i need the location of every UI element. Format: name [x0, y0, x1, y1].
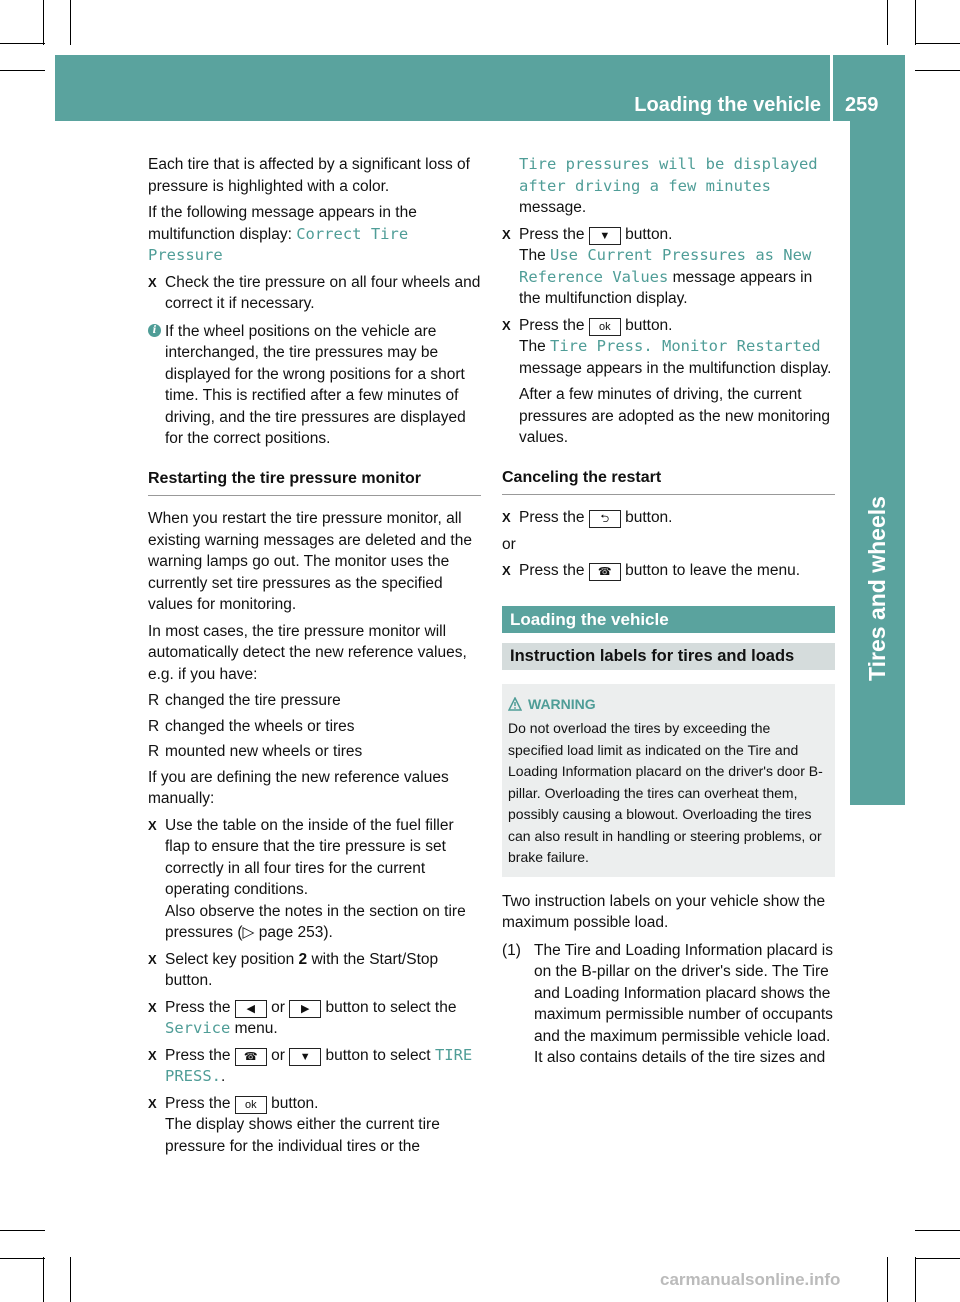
text: button to select [321, 1046, 435, 1064]
page-number: 259 [845, 94, 879, 116]
step-note: After a few minutes of driving, the current pressures are adopted as the new monitoring values. [519, 386, 831, 446]
text: Select key position [165, 950, 299, 968]
crop-mark [70, 1257, 71, 1302]
instruction-step [148, 272, 481, 315]
left-arrow-key-icon: ◀ [235, 1000, 267, 1018]
instruction-step [148, 997, 481, 1040]
section-heading: Restarting the tire pressure monitor [148, 468, 481, 497]
right-column [502, 154, 835, 1069]
item-number: (1) [502, 941, 521, 959]
text: If the following message appears in the multifunction display: [148, 204, 417, 243]
text: or [266, 998, 290, 1016]
crop-mark [915, 0, 916, 45]
continued-step [502, 154, 835, 219]
list-item-text: changed the tire pressure [165, 692, 341, 709]
text: menu. [230, 1020, 278, 1037]
display-message: Tire Press. Monitor Restarted [550, 337, 821, 355]
info-note [148, 321, 481, 450]
info-icon: i [148, 324, 161, 337]
or-text: or [502, 535, 516, 553]
text: button. [620, 509, 673, 526]
text: button. [620, 316, 673, 334]
warning-text: Do not overload the tires by exceeding the specified load limit as indicated on the Tire and Loading Information placard on the driver's door B-pillar. Overloading the tires can overheat them, possibly causing a blowout. Overloading the tires can also result in handling or steering problems, or brake failure. [508, 720, 823, 865]
text: with the Start/Stop button. [165, 950, 439, 989]
list-item-text: mounted new wheels or tires [165, 743, 363, 760]
bullet-icon: R [148, 743, 160, 760]
instruction-step [148, 1093, 481, 1158]
text: Press the [519, 562, 589, 579]
side-tab [850, 121, 905, 733]
down-arrow-key-icon: ▼ [589, 227, 621, 245]
phone-key-icon: ☎ [235, 1048, 267, 1066]
text: Press the [519, 509, 589, 526]
step-note: Also observe the notes in the section on tire pressures (▷ page 253). [165, 902, 466, 941]
step-arrow-icon: X [148, 274, 157, 290]
numbered-item [502, 940, 835, 1069]
crop-mark [0, 1230, 45, 1231]
crop-mark [43, 1257, 44, 1302]
text: Press the [165, 1094, 235, 1112]
crop-mark [0, 43, 45, 44]
instruction-step [148, 1045, 481, 1088]
crop-mark [887, 0, 888, 45]
side-tab-marker [850, 733, 905, 805]
key-position: 2 [298, 950, 308, 968]
text: button. [266, 1094, 319, 1112]
step-arrow-icon: X [148, 999, 157, 1015]
paragraph [148, 202, 481, 267]
crop-mark [915, 1230, 960, 1231]
display-message: Correct Tire Pressure [148, 224, 409, 264]
step-arrow-icon: X [148, 817, 157, 833]
paragraph: Two instruction labels on your vehicle show the maximum possible load. [502, 892, 826, 931]
bullet-icon: R [148, 692, 160, 709]
warning-title: WARNING [528, 695, 596, 712]
list-item-text: changed the wheels or tires [165, 717, 355, 735]
step-arrow-icon: X [148, 1047, 157, 1063]
phone-key-icon: ☎ [589, 563, 621, 581]
instruction-step [502, 560, 835, 582]
text: button to leave the menu. [620, 562, 801, 579]
info-text: If the wheel positions on the vehicle are interchanged, the tire pressures may be displayed for the wrong positions for a short time. This is rectified after a few minutes of driving, and the tire pressures are displayed for the correct positions. [165, 322, 466, 447]
paragraph: If you are defining the new reference values manually: [148, 768, 449, 807]
crop-mark [0, 70, 45, 71]
side-tab-label: Tires and wheels [864, 496, 890, 681]
step-text: The display shows either the current tire pressure for the individual tires or the [165, 1116, 440, 1155]
text: Press the [165, 1046, 235, 1064]
warning-box [502, 684, 835, 877]
text: button. [620, 225, 673, 243]
paragraph: Each tire that is affected by a significant loss of pressure is highlighted with a color. [148, 156, 470, 195]
instruction-step [148, 949, 481, 992]
warning-header [508, 694, 829, 716]
step-text: Use the table on the inside of the fuel filler flap to ensure that the tire pressure is set correctly in all four tires for the current operating conditions. [165, 816, 454, 898]
menu-name: Service [165, 1019, 231, 1037]
crop-mark [915, 1257, 916, 1302]
right-arrow-key-icon: ▶ [289, 1000, 321, 1018]
crop-mark [0, 1258, 45, 1259]
watermark: carmanualsonline.info [660, 1270, 841, 1289]
paragraph: When you restart the tire pressure monitor, all existing warning messages are deleted and the warning lamps go out. The monitor uses the currently set tire pressures as the specified values for monitoring. [148, 510, 472, 613]
list-item [148, 741, 481, 763]
text: message. [519, 199, 587, 216]
crop-mark [915, 70, 960, 71]
section-bar: Loading the vehicle [502, 606, 835, 633]
crop-mark [915, 1258, 960, 1259]
menu-item-name: TIRE PRESS. [165, 1045, 473, 1085]
step-arrow-icon: X [502, 226, 511, 242]
step-arrow-icon: X [502, 510, 511, 525]
text: Press the [519, 225, 589, 243]
step-arrow-icon: X [148, 951, 157, 967]
list-item [148, 690, 481, 712]
header-divider [830, 55, 833, 121]
step-arrow-icon: X [148, 1095, 157, 1111]
text: button to select the [321, 998, 457, 1016]
display-message: Use Current Pressures as New Reference Values [519, 246, 812, 286]
subsection-bar: Instruction labels for tires and loads [502, 643, 835, 670]
warning-triangle-icon [508, 697, 522, 711]
text: message appears in the multifunction display. [519, 359, 832, 377]
step-arrow-icon: X [502, 563, 511, 578]
ok-key-icon: ok [589, 318, 621, 336]
down-arrow-key-icon: ▼ [289, 1048, 321, 1066]
instruction-step [148, 815, 481, 944]
text: or [266, 1046, 290, 1064]
item-text: The Tire and Loading Information placard is on the B-pillar on the driver's side. The Tire and Loading Information placard shows the maximum permissible number of occupants and the maximum permissible vehicle load. It also contains details of the tire sizes and [534, 941, 833, 1066]
instruction-step [502, 224, 835, 310]
crop-mark [70, 0, 71, 45]
ok-key-icon: ok [235, 1096, 267, 1114]
display-message: Tire pressures will be displayed after driving a few minutes [519, 155, 818, 195]
list-item [148, 716, 481, 738]
page-header [55, 55, 905, 121]
instruction-step [502, 507, 835, 529]
left-column [148, 154, 481, 1162]
step-arrow-icon: X [502, 317, 511, 333]
paragraph: In most cases, the tire pressure monitor will automatically detect the new reference values, e.g. if you have: [148, 622, 467, 683]
text: Press the [165, 998, 235, 1016]
text: The [519, 247, 551, 264]
crop-mark [43, 0, 44, 45]
crop-mark [915, 43, 960, 44]
text: . [221, 1068, 226, 1085]
text: message appears in the multifunction display. [519, 268, 813, 307]
back-key-icon: ⮌ [589, 510, 621, 528]
section-heading: Canceling the restart [502, 467, 835, 496]
instruction-step [502, 315, 835, 449]
header-title: Loading the vehicle [634, 94, 821, 116]
text: Press the [519, 316, 589, 334]
text: The [519, 338, 551, 355]
step-text: Check the tire pressure on all four wheels and correct it if necessary. [165, 273, 481, 312]
crop-mark [887, 1257, 888, 1302]
bullet-icon: R [148, 717, 160, 735]
